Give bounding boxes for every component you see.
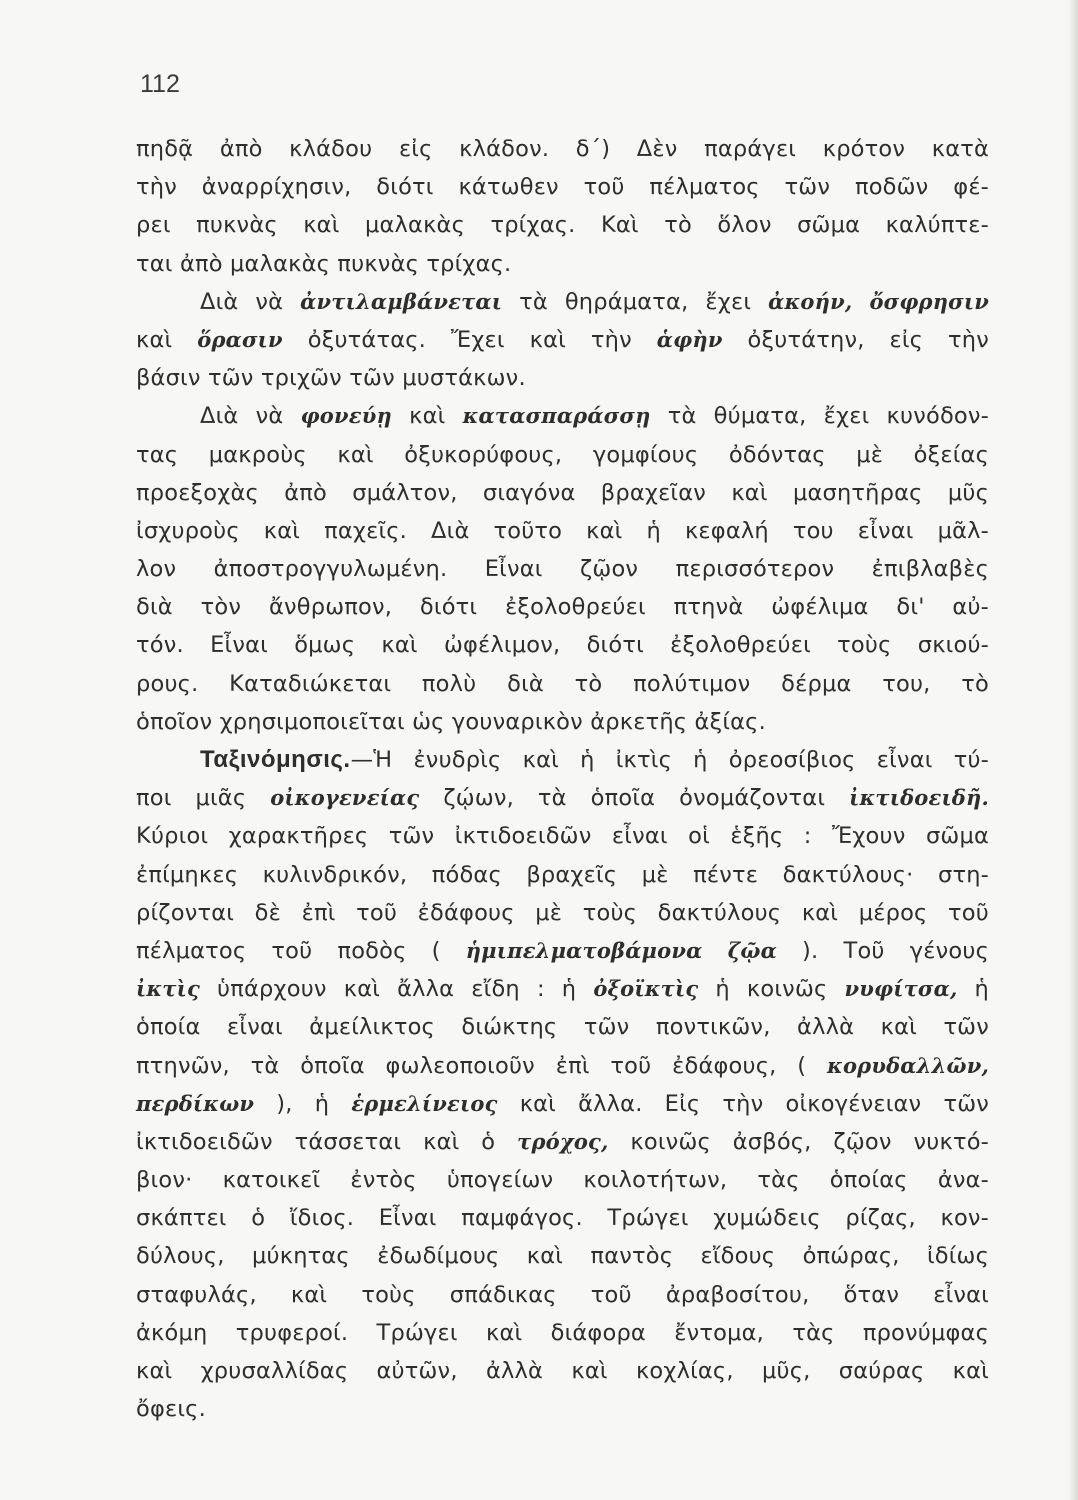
text-line	[136, 130, 989, 168]
text-run: —Ἡ ἐνυδρὶς καὶ ἡ ἰκτὶς ἡ ὀρεοσίβιος εἶναι τύ-	[350, 747, 989, 773]
text-line	[136, 474, 989, 512]
text-run: ἐπίμηκες κυλινδρικόν, πόδας βραχεῖς μὲ πέντε δακτύλους· στη-	[136, 861, 989, 888]
text-line	[136, 283, 989, 321]
text-run: ἰσχυροὺς καὶ παχεῖς. Διὰ τοῦτο καὶ ἡ κεφαλή του εἶναι μᾶλ-	[136, 517, 989, 544]
text-line	[136, 1199, 989, 1237]
emphasized-term: φονεύῃ	[300, 403, 392, 429]
text-run: τὴν ἀναρρίχησιν, διότι κάτωθεν τοῦ πέλματος τῶν ποδῶν φέ-	[136, 174, 989, 201]
emphasized-term: ἑρμελίνειος	[351, 1090, 498, 1116]
text-line	[136, 321, 989, 359]
text-run: ρους. Καταδιώκεται πολὺ διὰ τὸ πολύτιμον δέρμα του, τὸ	[136, 670, 989, 697]
text-line	[136, 970, 989, 1008]
text-run: τόν. Εἶναι ὅμως καὶ ὠφέλιμον, διότι ἐξολοθρεύει τοὺς σκιού-	[136, 632, 989, 659]
text-line	[136, 1047, 989, 1085]
text-line	[136, 397, 989, 435]
emphasized-term: ἁφὴν	[656, 326, 723, 352]
text-run: ἰκτιδοειδῶν τάσσεται καὶ ὁ	[136, 1128, 518, 1155]
text-run: καὶ	[136, 326, 198, 353]
emphasized-term: ἰκτιδοειδῆ.	[849, 785, 989, 811]
text-run: ἡ	[957, 976, 989, 1003]
text-line	[136, 1161, 989, 1199]
emphasized-term: κατασπαράσσῃ	[462, 403, 651, 429]
text-run: σκάπτει ὁ ἴδιος. Εἶναι παμφάγος. Τρώγει χυμώδεις ρίζας, κον-	[136, 1205, 989, 1232]
text-line	[136, 856, 989, 894]
text-run: προεξοχὰς ἀπὸ σμάλτον, σιαγόνα βραχεῖαν καὶ μασητῆρας μῦς	[136, 479, 989, 506]
text-run: Διὰ νὰ	[200, 403, 301, 430]
text-run: λον ἀποστρογγυλωμένη. Εἶναι ζῷον περισσότερον ἐπιβλαβὲς	[136, 556, 989, 583]
emphasized-term: ἡμιπελματοβάμονα ζῷα	[465, 937, 777, 963]
text-line	[136, 1123, 989, 1161]
text-line	[136, 359, 989, 397]
text-run: διὰ τὸν ἄνθρωπον, διότι ἐξολοθρεύει πτηνὰ ὠφέλιμα δι' αὐ-	[136, 594, 989, 621]
text-line	[136, 817, 989, 855]
text-run: Διὰ νὰ	[200, 288, 301, 315]
emphasized-term: ἀκοήν, ὄσφρησιν	[768, 288, 990, 314]
text-line	[136, 1008, 989, 1046]
text-line	[136, 932, 989, 970]
emphasized-term: τρόχος,	[517, 1128, 609, 1154]
text-run: τας μακροὺς καὶ ὀξυκορύφους, γομφίους ὀδόντας μὲ ὀξείας	[136, 441, 989, 468]
text-run: βιον· κατοικεῖ ἐντὸς ὑπογείων κοιλοτήτων, τὰς ὁποίας ἀνα-	[136, 1167, 989, 1194]
text-run: ὁποία εἶναι ἀμείλικτος διώκτης τῶν ποντικῶν, ἀλλὰ καὶ τῶν	[136, 1014, 989, 1041]
body-text	[136, 130, 989, 1428]
emphasized-term: κορυδαλλῶν,	[827, 1052, 989, 1078]
text-line	[136, 1352, 989, 1390]
text-line	[136, 703, 989, 741]
text-run: ὄφεις.	[136, 1396, 206, 1423]
text-line	[136, 1390, 989, 1428]
text-run: καὶ	[391, 403, 463, 430]
text-run: πέλματος τοῦ ποδὸς (	[136, 937, 466, 964]
text-line	[136, 894, 989, 932]
text-run: ). Τοῦ γένους	[776, 937, 989, 964]
text-run: δύλους, μύκητας ἐδωδίμους καὶ παντὸς εἴδους ὀπώρας, ἰδίως	[136, 1243, 989, 1270]
text-run: ζῴων, τὰ ὁποῖα ὀνομάζονται	[419, 785, 850, 812]
text-run: ἀκόμη τρυφεροί. Τρώγει καὶ διάφορα ἔντομα, τὰς προνύμφας	[136, 1319, 989, 1346]
text-run: κοινῶς ἀσβός, ζῷον νυκτό-	[608, 1128, 989, 1155]
text-run: ποι μιᾶς	[136, 785, 271, 812]
text-run: καὶ χρυσαλλίδας αὐτῶν, ἀλλὰ καὶ κοχλίας, μῦς, σαύρας καὶ	[136, 1358, 989, 1384]
emphasized-term: οἰκογενείας	[270, 785, 420, 811]
text-line	[136, 168, 989, 206]
text-line	[136, 1276, 989, 1314]
text-line	[136, 779, 989, 817]
text-run: ται ἀπὸ μαλακὰς πυκνὰς τρίχας.	[136, 250, 512, 277]
text-run: Κύριοι χαρακτῆρες τῶν ἰκτιδοειδῶν εἶναι οἱ ἑξῆς : Ἔχουν σῶμα	[136, 823, 989, 850]
text-run: ὁποῖον χρησιμοποιεῖται ὡς γουναρικὸν ἀρκετῆς ἀξίας.	[136, 708, 766, 735]
text-line	[136, 245, 989, 283]
emphasized-term: ἀντιλαμβάνεται	[300, 288, 503, 314]
text-line	[136, 512, 989, 550]
text-run: ἡ κοινῶς	[698, 976, 845, 1003]
text-line	[136, 1237, 989, 1275]
section-heading: Ταξινόμησις.	[200, 746, 351, 773]
text-run: καὶ ἄλλα. Εἰς τὴν οἰκογένειαν τῶν	[497, 1090, 989, 1117]
text-run: ὀξυτάτην, εἰς τὴν	[722, 326, 989, 353]
page-number: 112	[140, 70, 180, 98]
page-edge	[1068, 0, 1078, 1500]
text-run: πτηνῶν, τὰ ὁποῖα φωλεοποιοῦν ἐπὶ τοῦ ἐδάφους, (	[136, 1052, 828, 1079]
emphasized-term: ὅρασιν	[197, 326, 283, 352]
emphasized-term: νυφίτσα,	[844, 976, 958, 1002]
text-run: τὰ θύματα, ἔχει κυνόδον-	[650, 403, 989, 430]
text-run: ), ἡ	[254, 1090, 352, 1117]
text-line	[136, 1085, 989, 1123]
text-run: τὰ θηράματα, ἔχει	[502, 288, 769, 315]
text-line	[136, 550, 989, 588]
text-line	[136, 588, 989, 626]
section-heading-line	[136, 741, 989, 779]
text-line	[136, 436, 989, 474]
text-line	[136, 626, 989, 664]
text-line	[136, 1314, 989, 1352]
text-line	[136, 665, 989, 703]
emphasized-term: περδίκων	[136, 1090, 255, 1116]
text-run: σταφυλάς, καὶ τοὺς σπάδικας τοῦ ἀραβοσίτου, ὅταν εἶναι	[136, 1281, 989, 1308]
emphasized-term: ὀξοϊκτὶς	[593, 976, 699, 1002]
text-run: ρίζονται δὲ ἐπὶ τοῦ ἐδάφους μὲ τοὺς δακτύλους καὶ μέρος τοῦ	[136, 899, 989, 926]
text-run: ὑπάρχουν καὶ ἄλλα εἴδη : ἡ	[199, 976, 594, 1003]
text-line	[136, 206, 989, 244]
text-run: πηδᾷ ἀπὸ κλάδου εἰς κλάδον. δ΄) Δὲν παράγει κρότον κατὰ	[136, 136, 989, 162]
text-run: βάσιν τῶν τριχῶν τῶν μυστάκων.	[136, 365, 526, 392]
text-run: ὀξυτάτας. Ἔχει καὶ τὴν	[282, 326, 657, 353]
text-run: ρει πυκνὰς καὶ μαλακὰς τρίχας. Καὶ τὸ ὅλον σῶμα καλύπτε-	[136, 212, 989, 239]
emphasized-term: ἰκτὶς	[136, 976, 200, 1002]
